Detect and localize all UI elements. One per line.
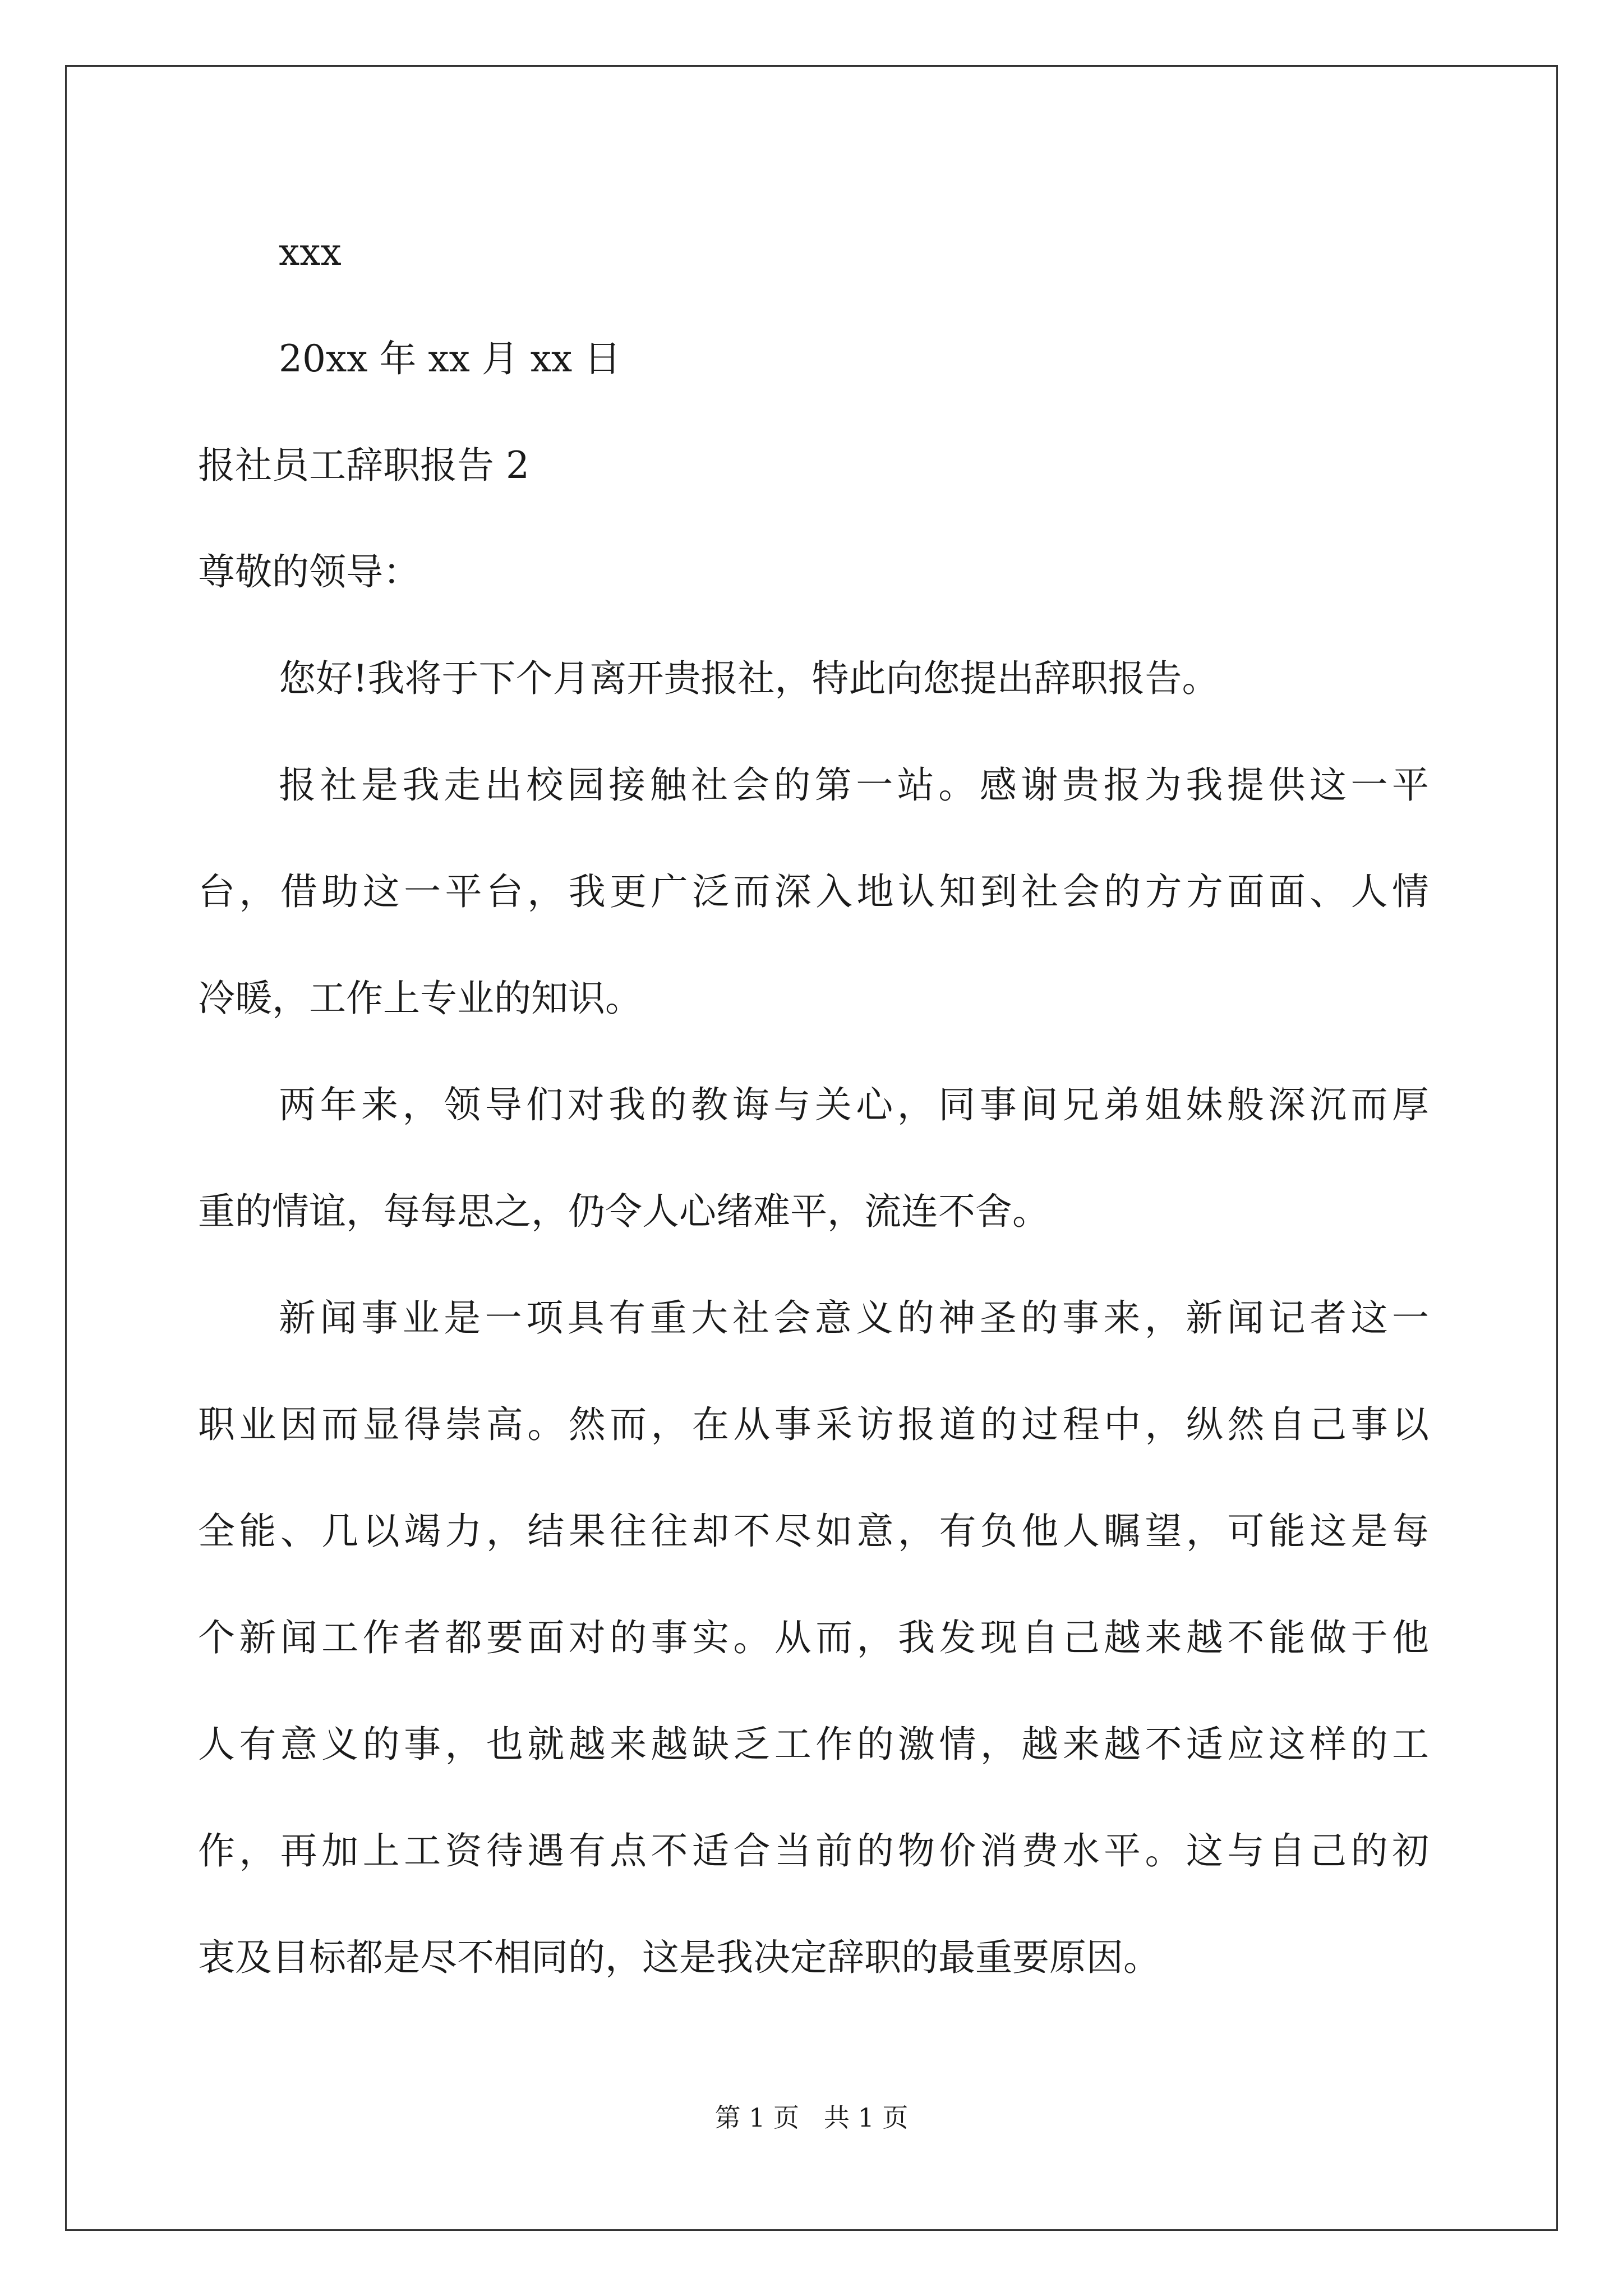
paragraph-line: 报社是我走出校园接触社会的第一站。感谢贵报为我提供这一平	[279, 763, 1429, 807]
paragraph-line: 职业因而显得崇高。然而，在从事采访报道的过程中，纵然自己事以	[198, 1403, 1429, 1446]
paragraph-line: 重的情谊，每每思之，仍令人心绪难平，流连不舍。	[198, 1190, 1049, 1233]
paragraph-line: 冷暖，工作上专业的知识。	[198, 977, 642, 1020]
document-title: 报社员工辞职报告 2	[198, 444, 529, 487]
paragraph-line: 个新闻工作者都要面对的事实。从而，我发现自己越来越不能做于他	[198, 1616, 1429, 1659]
paragraph-line: 衷及目标都是尽不相同的，这是我决定辞职的最重要原因。	[198, 1936, 1160, 1979]
salutation: 尊敬的领导：	[198, 550, 420, 593]
page-border	[65, 65, 1558, 2231]
paragraph-line: 两年来，领导们对我的教诲与关心，同事间兄弟姐妹般深沉而厚	[279, 1083, 1429, 1126]
paragraph-line: 人有意义的事，也就越来越缺乏工作的激情，越来越不适应这样的工	[198, 1723, 1429, 1766]
paragraph-line: 作，再加上工资待遇有点不适合当前的物价消费水平。这与自己的初	[198, 1829, 1429, 1872]
signature-date: 20xx 年 xx 月 xx 日	[279, 337, 621, 380]
paragraph-line: 新闻事业是一项具有重大社会意义的神圣的事来，新闻记者这一	[279, 1296, 1429, 1340]
paragraph-line: 全能、几以竭力，结果往往却不尽如意，有负他人瞩望，可能这是每	[198, 1510, 1429, 1553]
page-indicator: 第 1 页 共 1 页	[714, 2102, 909, 2133]
paragraph-line: 台，借助这一平台，我更广泛而深入地认知到社会的方方面面、人情	[198, 870, 1429, 913]
paragraph-line: 您好!我将于下个月离开贵报社，特此向您提出辞职报告。	[279, 657, 1219, 700]
signature-name: xxx	[279, 231, 342, 274]
